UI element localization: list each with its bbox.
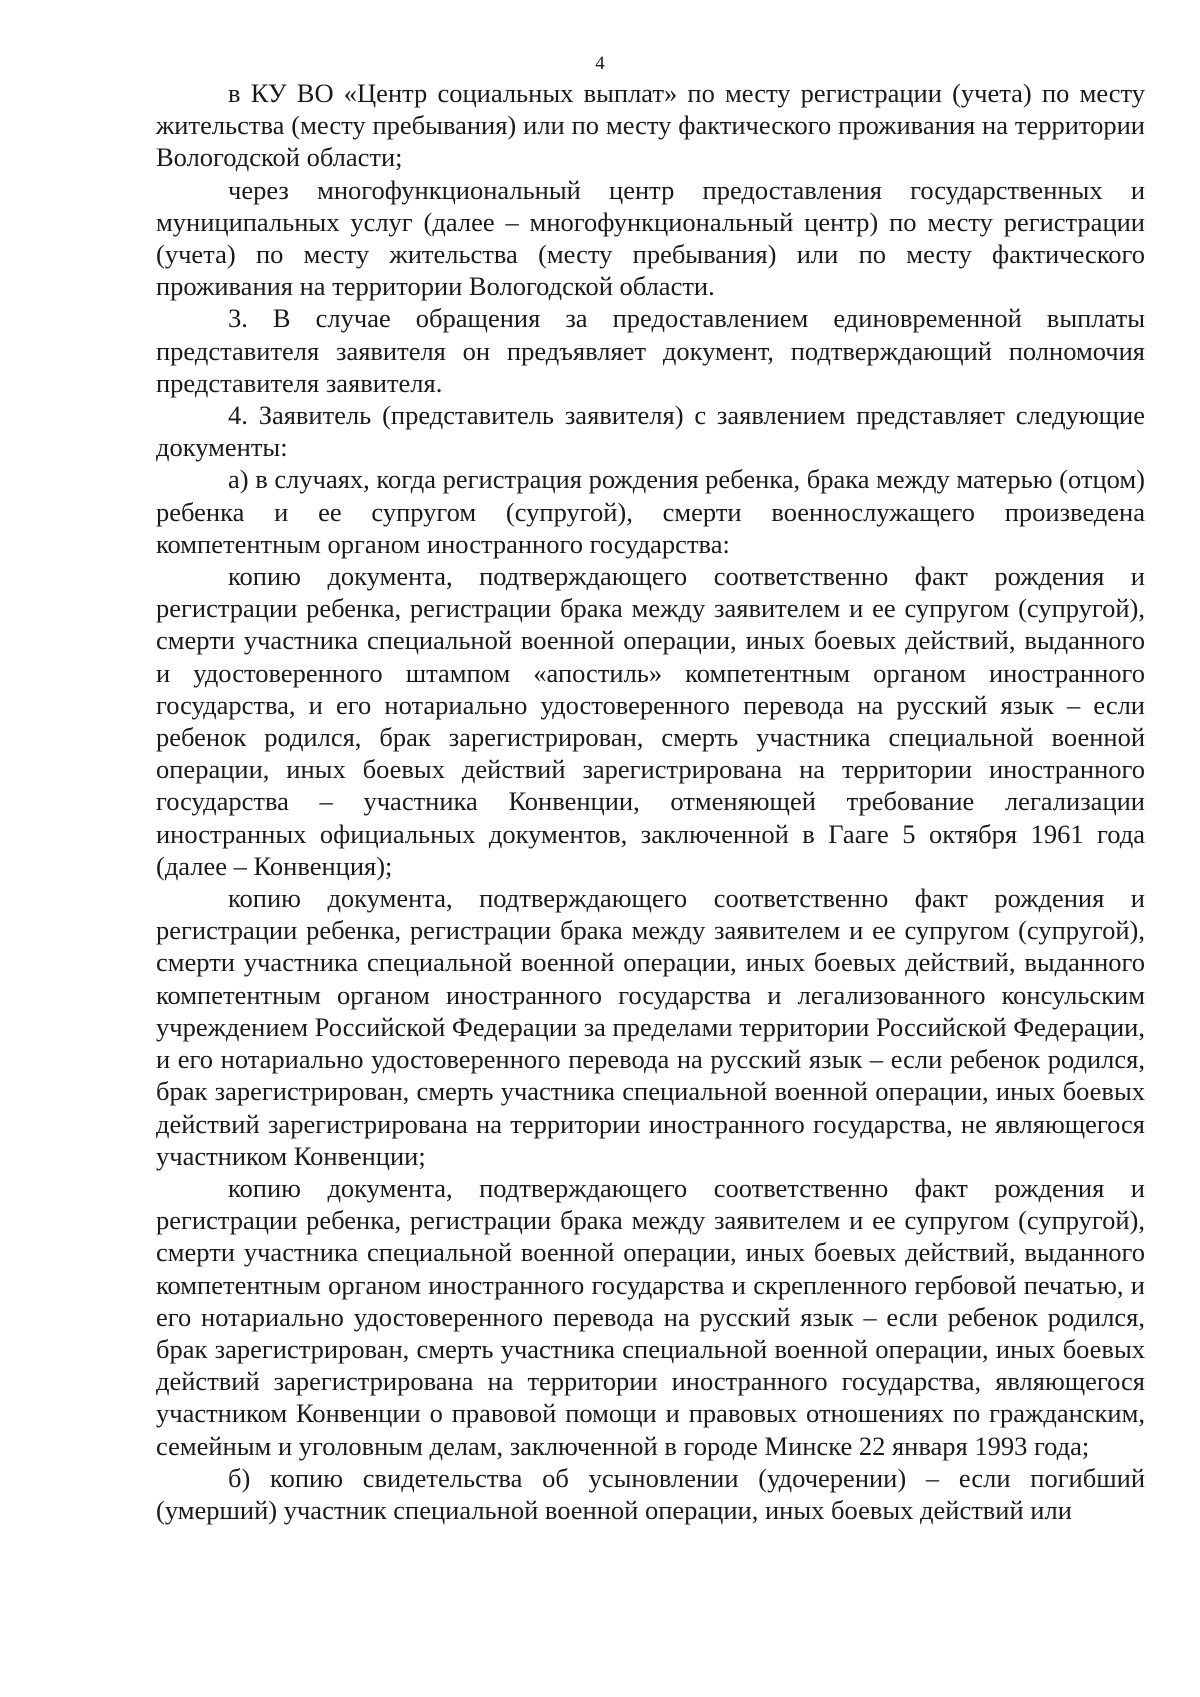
paragraph-ku-vo-center: в КУ ВО «Центр социальных выплат» по месту регистрации (учета) по месту жительства (месту пребывания) или по месту фактического проживания на территории Вологодской области; [156, 78, 1145, 173]
paragraph-consular-legalization-copy: копию документа, подтверждающего соответственно факт рождения и регистрации ребенка, регистрации брака между заявителем и ее супругом (супругой), смерти участника специальной военной операции, иных боевых действий, выданного компетентным органом иностранного государства и легализованного консульским учреждением Российской Федерации за пределами территории Российской Федерации, и его нотариально удостоверенного перевода на русский язык – если ребенок родился, брак зарегистрирован, смерть участника специальной военной операции, иных боевых действий зарегистрирована на территории иностранного государства, не являющегося участником Конвенции; [156, 883, 1145, 1171]
document-body [156, 77, 1145, 1526]
paragraph-mfc: через многофункциональный центр предоставления государственных и муниципальных услуг (далее – многофункциональный центр) по месту регистрации (учета) по месту жительства (месту пребывания) или по месту фактического проживания на территории Вологодской области. [156, 174, 1145, 302]
paragraph-minsk-convention-copy: копию документа, подтверждающего соответственно факт рождения и регистрации ребенка, регистрации брака между заявителем и ее супругом (супругой), смерти участника специальной военной операции, иных боевых действий, выданного компетентным органом иностранного государства и скрепленного гербовой печатью, и его нотариально удостоверенного перевода на русский язык – если ребенок родился, брак зарегистрирован, смерть участника специальной военной операции, иных боевых действий зарегистрирована на территории иностранного государства, являющегося участником Конвенции о правовой помощи и правовых отношениях по гражданским, семейным и уголовным делам, заключенной в городе Минске 22 января 1993 года; [156, 1172, 1145, 1461]
page-number: 4 [595, 53, 605, 74]
paragraph-apostille-copy: копию документа, подтверждающего соответственно факт рождения и регистрации ребенка, регистрации брака между заявителем и ее супругом (супругой), смерти участника специальной военной операции, иных боевых действий, выданного и удостоверенного штампом «апостиль» компетентным органом иностранного государства, и его нотариально удостоверенного перевода на русский язык – если ребенок родился, брак зарегистрирован, смерть участника специальной военной операции, иных боевых действий зарегистрирована на территории иностранного государства – участника Конвенции, отменяющей требование легализации иностранных официальных документов, заключенной в Гааге 5 октября 1961 года (далее – Конвенция); [156, 561, 1145, 881]
paragraph-item-4: 4. Заявитель (представитель заявителя) с заявлением представляет следующие документы: [156, 400, 1145, 463]
paragraph-subitem-b: б) копию свидетельства об усыновлении (удочерении) – если погибший (умерший) участник специальной военной операции, иных боевых действий или [156, 1462, 1145, 1525]
paragraph-item-3: 3. В случае обращения за предоставлением единовременной выплаты представителя заявителя он предъявляет документ, подтверждающий полномочия представителя заявителя. [156, 303, 1145, 398]
paragraph-subitem-a: а) в случаях, когда регистрация рождения ребенка, брака между матерью (отцом) ребенка и ее супругом (супругой), смерти военнослужащего произведена компетентным органом иностранного государства: [156, 464, 1145, 559]
